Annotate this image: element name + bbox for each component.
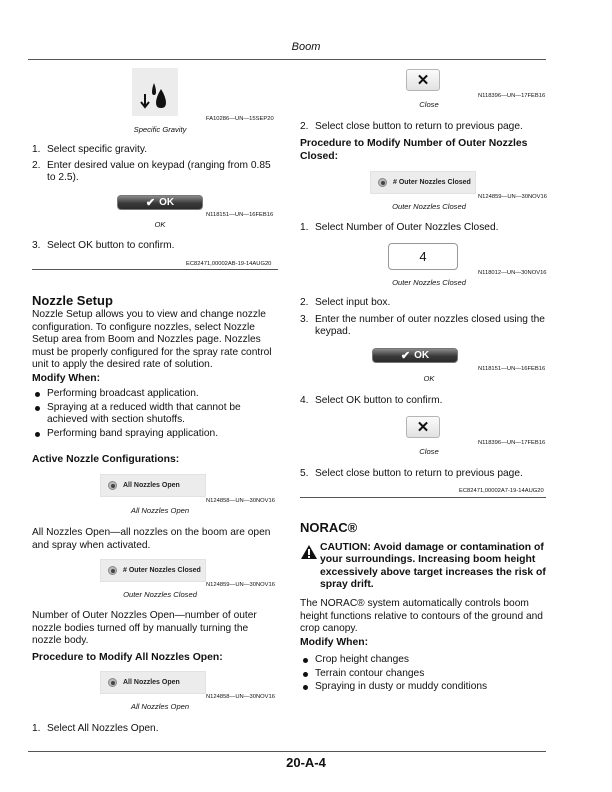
close-icon: ✕ xyxy=(416,72,430,89)
caution-text: CAUTION: Avoid damage or contamination of your surroundings. Increasing boom height excessively above target increases the risk of spray drift. xyxy=(320,542,546,591)
all-nozzles-open-button[interactable] xyxy=(100,671,206,694)
footer-rule xyxy=(28,751,546,752)
figure-caption: Close xyxy=(419,447,439,456)
list-item xyxy=(300,668,550,681)
radio-icon xyxy=(108,566,117,575)
outer-nozzles-closed-button[interactable] xyxy=(100,559,206,582)
reference-code: EC82471,00002A7-19-14AUG20 xyxy=(459,488,544,494)
modify-when-heading: Modify When: xyxy=(300,637,369,648)
step-number: 2. xyxy=(300,297,309,308)
step-item xyxy=(32,144,282,157)
header-rule xyxy=(28,59,546,60)
step-item xyxy=(300,297,550,310)
bullet-icon xyxy=(35,406,40,411)
specific-gravity-icon xyxy=(132,68,178,116)
section-rule xyxy=(300,497,546,498)
button-label: # Outer Nozzles Closed xyxy=(123,567,201,574)
ok-button[interactable] xyxy=(372,348,458,363)
list-item-text: Performing band spraying application. xyxy=(47,427,219,439)
radio-icon xyxy=(108,481,117,490)
step-number: 3. xyxy=(300,313,309,325)
step-number: 3. xyxy=(32,240,41,251)
step-text: Select All Nozzles Open. xyxy=(47,723,159,734)
figure-caption: Outer Nozzles Closed xyxy=(392,202,466,211)
step-number: 1. xyxy=(32,144,41,155)
procedure-all-open-heading: Procedure to Modify All Nozzles Open: xyxy=(32,652,223,663)
step-item xyxy=(300,314,550,339)
step-text: Select close button to return to previous page. xyxy=(315,121,523,132)
step-item xyxy=(300,468,550,481)
ok-label: OK xyxy=(159,197,175,208)
nozzle-setup-body: Nozzle Setup allows you to view and change nozzle configuration. To configure nozzles, select Nozzle Setup area from Boom and Nozzles page. Nozzles must be properly configured for the spray rate control unit to apply the desired rate of solution. xyxy=(32,309,272,371)
step-number: 5. xyxy=(300,468,309,479)
modify-when-list xyxy=(32,388,282,440)
active-configurations-heading: Active Nozzle Configurations: xyxy=(32,454,180,465)
close-button[interactable] xyxy=(406,416,440,438)
list-item xyxy=(32,428,282,441)
figure-code: N124859—UN—30NOV16 xyxy=(206,582,275,588)
all-nozzles-open-description: All Nozzles Open—all nozzles on the boom are open and spray when activated. xyxy=(32,527,271,551)
figure-code: N118012—UN—30NOV16 xyxy=(478,270,547,276)
step-number: 2. xyxy=(300,121,309,132)
step-text: Select close button to return to previous page. xyxy=(315,468,523,479)
step-number: 1. xyxy=(32,723,41,734)
figure-caption: Specific Gravity xyxy=(133,125,187,134)
outer-nozzles-description: Number of Outer Nozzles Open—number of outer nozzle bodies turned off by manually turning the nozzle body. xyxy=(32,610,257,647)
step-text: Select OK button to confirm. xyxy=(47,240,175,251)
section-rule xyxy=(32,269,278,270)
bullet-icon xyxy=(303,658,308,663)
checkmark-icon: ✔ xyxy=(400,350,411,362)
figure-caption: Outer Nozzles Closed xyxy=(392,278,466,287)
specific-gravity-image xyxy=(132,68,178,116)
bullet-icon xyxy=(35,392,40,397)
step-text: Select input box. xyxy=(315,297,391,308)
reference-code: EC82471,00002AB-19-14AUG20 xyxy=(186,261,272,267)
list-item-text: Spraying at a reduced width that cannot be achieved with section shutoffs. xyxy=(47,401,241,426)
figure-code: N118151—UN—16FEB16 xyxy=(206,212,274,218)
list-item xyxy=(32,402,282,427)
figure-code: N124859—UN—30NOV16 xyxy=(478,194,547,200)
list-item-text: Spraying in dusty or muddy conditions xyxy=(315,681,488,693)
caution-icon xyxy=(300,544,318,565)
step-number: 2. xyxy=(32,159,41,171)
radio-icon xyxy=(378,178,387,187)
norac-body: The NORAC® system automatically controls boom height functions relative to contours of the ground and crop canopy. xyxy=(300,598,543,635)
list-item xyxy=(300,654,550,667)
bullet-icon xyxy=(35,432,40,437)
modify-when-heading: Modify When: xyxy=(32,373,101,384)
step-item xyxy=(300,395,550,408)
step-number: 1. xyxy=(300,222,309,233)
list-item-text: Performing broadcast application. xyxy=(47,388,199,399)
step-number: 4. xyxy=(300,395,309,406)
step-item xyxy=(32,723,282,736)
radio-icon xyxy=(108,678,117,687)
page-header-title: Boom xyxy=(291,41,321,53)
button-label: All Nozzles Open xyxy=(123,679,180,686)
figure-code: FA10286—UN—15SEP20 xyxy=(206,116,274,122)
steps-specific-gravity xyxy=(32,144,282,185)
button-label: All Nozzles Open xyxy=(123,482,180,489)
figure-caption: OK xyxy=(423,374,435,383)
bullet-icon xyxy=(303,672,308,677)
button-label: # Outer Nozzles Closed xyxy=(393,179,471,186)
section-title-norac: NORAC® xyxy=(300,520,358,535)
all-nozzles-open-button[interactable] xyxy=(100,474,206,497)
ok-label: OK xyxy=(414,350,430,361)
bullet-icon xyxy=(303,685,308,690)
step-text: Select OK button to confirm. xyxy=(315,395,443,406)
close-button[interactable] xyxy=(406,69,440,91)
figure-caption: OK xyxy=(154,220,166,229)
step-text: Enter desired value on keypad (ranging from 0.85 to 2.5). xyxy=(47,159,271,184)
figure-caption: Outer Nozzles Closed xyxy=(123,590,197,599)
list-item xyxy=(300,681,550,694)
page-number: 20-A-4 xyxy=(286,755,326,770)
figure-caption: Close xyxy=(419,100,439,109)
step-text: Select Number of Outer Nozzles Closed. xyxy=(315,222,499,233)
ok-button[interactable] xyxy=(117,195,203,210)
procedure-outer-heading: Procedure to Modify Number of Outer Nozzles Closed: xyxy=(300,138,528,162)
figure-code: N124858—UN—30NOV16 xyxy=(206,498,275,504)
outer-nozzles-input[interactable]: 4 xyxy=(388,243,458,270)
step-text: Enter the number of outer nozzles closed using the keypad. xyxy=(315,313,545,338)
steps-input xyxy=(300,297,550,339)
outer-nozzles-closed-button[interactable] xyxy=(370,171,476,194)
list-item-text: Terrain contour changes xyxy=(315,667,425,679)
checkmark-icon: ✔ xyxy=(145,197,156,209)
norac-modify-list xyxy=(300,654,550,694)
figure-code: N118151—UN—16FEB16 xyxy=(478,366,546,372)
step-item xyxy=(300,222,550,235)
figure-caption: All Nozzles Open xyxy=(130,506,190,515)
figure-code: N118396—UN—17FEB16 xyxy=(478,440,546,446)
section-title-nozzle-setup: Nozzle Setup xyxy=(32,293,113,308)
step-text: Select specific gravity. xyxy=(47,144,148,155)
step-item xyxy=(32,240,282,253)
figure-code: N124858—UN—30NOV16 xyxy=(206,694,275,700)
figure-caption: All Nozzles Open xyxy=(130,702,190,711)
figure-code: N118396—UN—17FEB16 xyxy=(478,93,546,99)
close-icon: ✕ xyxy=(416,419,430,436)
list-item-text: Crop height changes xyxy=(315,654,410,665)
step-item xyxy=(300,121,550,134)
list-item xyxy=(32,388,282,401)
step-item xyxy=(32,160,282,185)
